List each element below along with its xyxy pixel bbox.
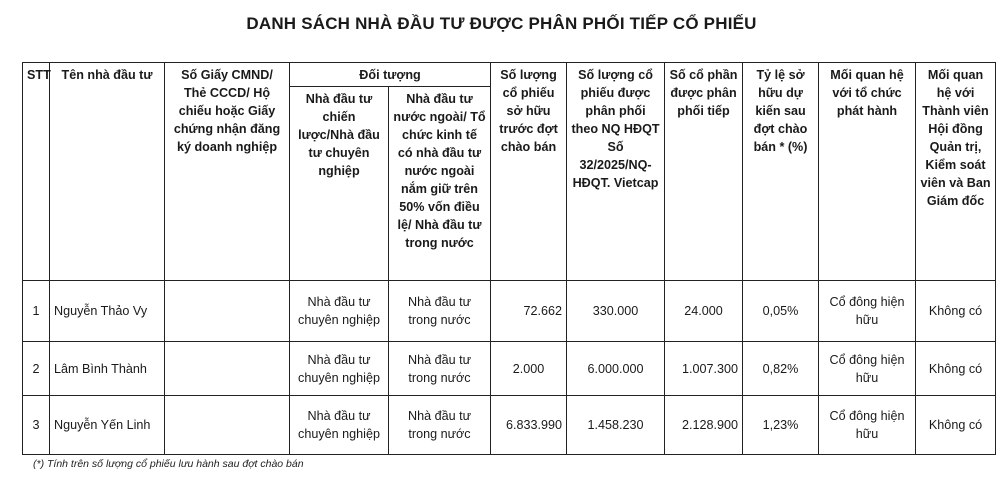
cell-relation-issuer: Cổ đông hiện hữu	[819, 281, 916, 342]
cell-target-foreign: Nhà đầu tư trong nước	[389, 342, 491, 396]
cell-ownership-ratio: 1,23%	[743, 396, 819, 455]
header-investor-name: Tên nhà đầu tư	[50, 63, 165, 281]
cell-target-strategic: Nhà đầu tư chuyên nghiệp	[290, 396, 389, 455]
cell-shares-allocated: 1.458.230	[567, 396, 665, 455]
header-shares-before: Số lượng cổ phiếu sở hữu trước đợt chào bán	[491, 63, 567, 281]
header-relation-board: Mối quan hệ với Thành viên Hội đồng Quản trị, Kiểm soát viên và Ban Giám đốc	[916, 63, 996, 281]
header-stt: STT	[23, 63, 50, 281]
table-row	[23, 396, 996, 455]
investor-table	[22, 62, 996, 455]
header-id-document: Số Giấy CMND/ Thẻ CCCD/ Hộ chiếu hoặc Giấy chứng nhận đăng ký doanh nghiệp	[165, 63, 290, 281]
cell-relation-board: Không có	[916, 396, 996, 455]
cell-target-foreign: Nhà đầu tư trong nước	[389, 281, 491, 342]
cell-relation-issuer: Cổ đông hiện hữu	[819, 342, 916, 396]
cell-shares-further: 2.128.900	[665, 396, 743, 455]
cell-id-document	[165, 281, 290, 342]
cell-shares-before: 2.000	[491, 342, 567, 396]
header-ownership-ratio: Tỷ lệ sở hữu dự kiến sau đợt chào bán * (%)	[743, 63, 819, 281]
cell-stt: 1	[23, 281, 50, 342]
page-title: DANH SÁCH NHÀ ĐẦU TƯ ĐƯỢC PHÂN PHỐI TIẾP CỔ PHIẾU	[246, 14, 757, 33]
header-relation-issuer: Mối quan hệ với tổ chức phát hành	[819, 63, 916, 281]
cell-shares-before: 72.662	[491, 281, 567, 342]
footnote: (*) Tính trên số lượng cổ phiếu lưu hành sau đợt chào bán	[33, 458, 304, 470]
cell-stt: 2	[23, 342, 50, 396]
cell-shares-allocated: 6.000.000	[567, 342, 665, 396]
cell-relation-issuer: Cổ đông hiện hữu	[819, 396, 916, 455]
cell-target-strategic: Nhà đầu tư chuyên nghiệp	[290, 281, 389, 342]
cell-shares-further: 1.007.300	[665, 342, 743, 396]
header-row	[23, 63, 996, 87]
header-target-group: Đối tượng	[290, 63, 491, 87]
cell-stt: 3	[23, 396, 50, 455]
cell-ownership-ratio: 0,82%	[743, 342, 819, 396]
cell-target-strategic: Nhà đầu tư chuyên nghiệp	[290, 342, 389, 396]
header-shares-allocated: Số lượng cổ phiếu được phân phối theo NQ HĐQT Số 32/2025/NQ-HĐQT. Vietcap	[567, 63, 665, 281]
header-target-foreign: Nhà đầu tư nước ngoài/ Tổ chức kinh tế có nhà đầu tư nước ngoài nắm giữ trên 50% vốn điều lệ/ Nhà đầu tư trong nước	[389, 87, 491, 281]
cell-id-document	[165, 342, 290, 396]
cell-investor-name: Lâm Bình Thành	[50, 342, 165, 396]
cell-relation-board: Không có	[916, 281, 996, 342]
header-shares-further: Số cổ phần được phân phối tiếp	[665, 63, 743, 281]
cell-investor-name: Nguyễn Yến Linh	[50, 396, 165, 455]
cell-ownership-ratio: 0,05%	[743, 281, 819, 342]
cell-relation-board: Không có	[916, 342, 996, 396]
cell-target-foreign: Nhà đầu tư trong nước	[389, 396, 491, 455]
cell-id-document	[165, 396, 290, 455]
table-row	[23, 342, 996, 396]
cell-shares-allocated: 330.000	[567, 281, 665, 342]
cell-shares-before: 6.833.990	[491, 396, 567, 455]
header-target-strategic: Nhà đầu tư chiến lược/Nhà đầu tư chuyên nghiệp	[290, 87, 389, 281]
table-row	[23, 281, 996, 342]
cell-shares-further: 24.000	[665, 281, 743, 342]
cell-investor-name: Nguyễn Thảo Vy	[50, 281, 165, 342]
